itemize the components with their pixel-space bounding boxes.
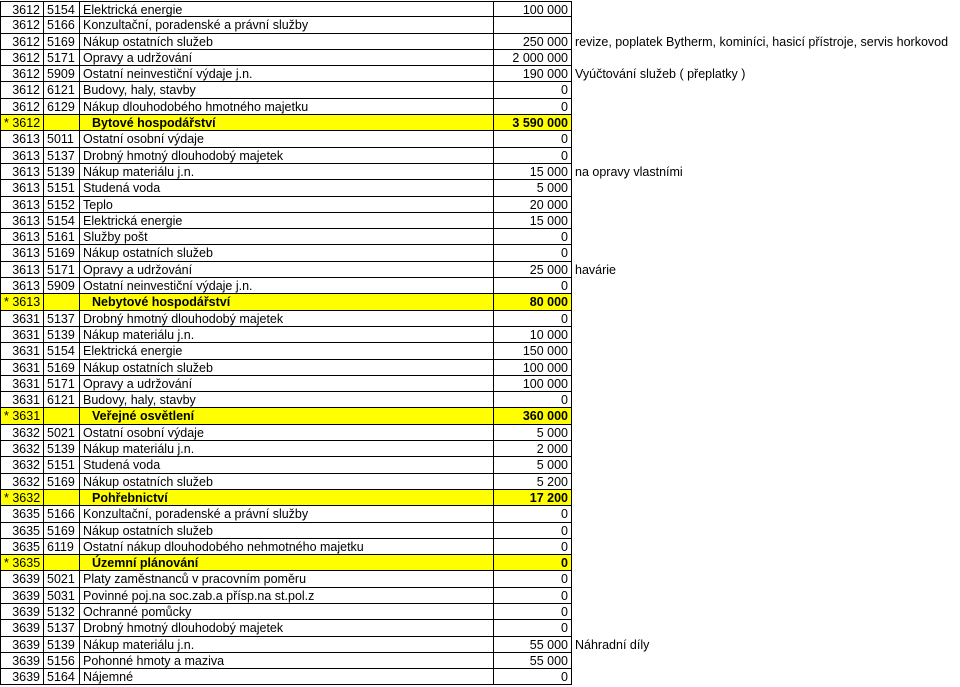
description-cell[interactable]: Ostatní neinvestiční výdaje j.n. <box>80 278 494 294</box>
note-cell[interactable] <box>572 115 578 131</box>
description-cell[interactable]: Nákup materiálu j.n. <box>80 327 494 343</box>
table-row <box>0 669 951 685</box>
table-row <box>0 50 951 66</box>
amount-cell[interactable]: 0 <box>494 99 572 115</box>
amount-cell[interactable]: 0 <box>494 571 572 587</box>
amount-cell[interactable]: 100 000 <box>494 1 572 17</box>
description-cell[interactable]: Nebytové hospodářství <box>80 294 494 310</box>
item-cell[interactable]: 5164 <box>44 669 80 685</box>
note-cell[interactable] <box>572 539 578 555</box>
note-cell[interactable] <box>572 653 578 669</box>
description-cell[interactable]: Elektrická energie <box>80 213 494 229</box>
item-cell[interactable]: 5166 <box>44 506 80 522</box>
subtotal-row <box>0 408 951 424</box>
item-cell[interactable]: 6121 <box>44 82 80 98</box>
item-cell[interactable]: 5021 <box>44 425 80 441</box>
item-cell[interactable] <box>44 115 80 131</box>
item-cell[interactable]: 6129 <box>44 99 80 115</box>
amount-cell[interactable]: 80 000 <box>494 294 572 310</box>
item-cell[interactable]: 5132 <box>44 604 80 620</box>
description-cell[interactable]: Platy zaměstnanců v pracovním poměru <box>80 571 494 587</box>
paragraph-cell[interactable]: 3613 <box>0 278 44 294</box>
item-cell[interactable]: 5169 <box>44 360 80 376</box>
amount-cell[interactable]: 20 000 <box>494 197 572 213</box>
item-cell[interactable]: 5154 <box>44 343 80 359</box>
subtotal-row <box>0 294 951 310</box>
description-cell[interactable]: Ostatní osobní výdaje <box>80 425 494 441</box>
item-cell[interactable]: 5139 <box>44 441 80 457</box>
note-cell[interactable]: havárie <box>575 262 616 277</box>
amount-cell[interactable]: 0 <box>494 278 572 294</box>
amount-cell[interactable]: 3 590 000 <box>494 115 572 131</box>
item-cell[interactable]: 6119 <box>44 539 80 555</box>
table-row <box>0 523 951 539</box>
item-cell[interactable]: 5137 <box>44 148 80 164</box>
paragraph-cell[interactable]: 3612 <box>0 50 44 66</box>
table-row <box>0 148 951 164</box>
note-cell[interactable] <box>572 1 578 17</box>
note-cell[interactable] <box>572 457 578 473</box>
item-cell[interactable]: 5169 <box>44 474 80 490</box>
table-row <box>0 17 951 33</box>
description-cell[interactable]: Drobný hmotný dlouhodobý majetek <box>80 311 494 327</box>
note-cell[interactable] <box>572 180 578 196</box>
amount-cell[interactable]: 15 000 <box>494 164 572 180</box>
item-cell[interactable]: 5154 <box>44 213 80 229</box>
paragraph-cell[interactable]: 3631 <box>0 360 44 376</box>
table-row <box>0 229 951 245</box>
paragraph-cell[interactable]: 3632 <box>0 441 44 457</box>
note-cell[interactable] <box>572 99 578 115</box>
note-cell[interactable] <box>572 311 578 327</box>
table-row <box>0 360 951 376</box>
description-cell[interactable]: Služby pošt <box>80 229 494 245</box>
description-cell[interactable]: Opravy a udržování <box>80 262 494 278</box>
amount-cell[interactable]: 5 000 <box>494 425 572 441</box>
amount-cell[interactable]: 55 000 <box>494 637 572 653</box>
table-row <box>0 311 951 327</box>
description-cell[interactable]: Nákup materiálu j.n. <box>80 637 494 653</box>
note-cell[interactable] <box>572 278 578 294</box>
table-row <box>0 262 951 278</box>
description-cell[interactable]: Elektrická energie <box>80 1 494 17</box>
paragraph-cell[interactable]: 3635 <box>0 523 44 539</box>
note-cell[interactable] <box>572 327 578 343</box>
amount-cell[interactable]: 5 200 <box>494 474 572 490</box>
note-cell[interactable] <box>572 17 578 33</box>
amount-cell[interactable]: 0 <box>494 506 572 522</box>
note-cell[interactable] <box>572 474 578 490</box>
description-cell[interactable]: Konzultační, poradenské a právní služby <box>80 17 494 33</box>
item-cell[interactable]: 5156 <box>44 653 80 669</box>
paragraph-cell[interactable]: * 3613 <box>0 294 44 310</box>
amount-cell[interactable]: 0 <box>494 148 572 164</box>
amount-cell[interactable]: 0 <box>494 245 572 261</box>
description-cell[interactable]: Drobný hmotný dlouhodobý majetek <box>80 148 494 164</box>
paragraph-cell[interactable]: 3639 <box>0 669 44 685</box>
table-row <box>0 1 951 17</box>
table-row <box>0 620 951 636</box>
item-cell[interactable]: 5169 <box>44 245 80 261</box>
amount-cell[interactable]: 0 <box>494 229 572 245</box>
item-cell[interactable]: 5139 <box>44 637 80 653</box>
item-cell[interactable] <box>44 490 80 506</box>
description-cell[interactable]: Studená voda <box>80 180 494 196</box>
paragraph-cell[interactable]: 3632 <box>0 474 44 490</box>
note-cell[interactable] <box>572 588 578 604</box>
description-cell[interactable]: Povinné poj.na soc.zab.a přísp.na st.pol.z <box>80 588 494 604</box>
amount-cell[interactable]: 55 000 <box>494 653 572 669</box>
note-cell[interactable] <box>572 148 578 164</box>
description-cell[interactable]: Konzultační, poradenské a právní služby <box>80 506 494 522</box>
amount-cell[interactable]: 250 000 <box>494 34 572 50</box>
item-cell[interactable]: 5139 <box>44 164 80 180</box>
description-cell[interactable]: Nákup ostatních služeb <box>80 245 494 261</box>
amount-cell[interactable]: 0 <box>494 620 572 636</box>
table-row <box>0 327 951 343</box>
table-row <box>0 653 951 669</box>
item-cell[interactable]: 5152 <box>44 197 80 213</box>
item-cell[interactable]: 5137 <box>44 620 80 636</box>
paragraph-cell[interactable]: * 3631 <box>0 408 44 424</box>
description-cell[interactable]: Elektrická energie <box>80 343 494 359</box>
amount-cell[interactable]: 150 000 <box>494 343 572 359</box>
paragraph-cell[interactable]: 3612 <box>0 17 44 33</box>
item-cell[interactable] <box>44 294 80 310</box>
note-cell[interactable] <box>572 604 578 620</box>
item-cell[interactable]: 5021 <box>44 571 80 587</box>
paragraph-cell[interactable]: 3612 <box>0 82 44 98</box>
note-cell[interactable] <box>572 506 578 522</box>
amount-cell[interactable]: 0 <box>494 523 572 539</box>
note-cell[interactable] <box>572 82 578 98</box>
subtotal-row <box>0 490 951 506</box>
paragraph-cell[interactable]: 3613 <box>0 164 44 180</box>
table-row <box>0 506 951 522</box>
paragraph-cell[interactable]: 3639 <box>0 604 44 620</box>
amount-cell[interactable]: 0 <box>494 555 572 571</box>
table-row <box>0 34 951 50</box>
item-cell[interactable]: 5011 <box>44 131 80 147</box>
amount-cell[interactable]: 0 <box>494 588 572 604</box>
description-cell[interactable]: Bytové hospodářství <box>80 115 494 131</box>
item-cell[interactable]: 5909 <box>44 66 80 82</box>
amount-cell[interactable]: 0 <box>494 669 572 685</box>
item-cell[interactable]: 5171 <box>44 262 80 278</box>
note-cell[interactable] <box>572 620 578 636</box>
table-row <box>0 604 951 620</box>
table-row <box>0 425 951 441</box>
description-cell[interactable]: Pohřebnictví <box>80 490 494 506</box>
description-cell[interactable]: Nájemné <box>80 669 494 685</box>
amount-cell[interactable]: 2 000 <box>494 441 572 457</box>
note-cell[interactable] <box>572 571 578 587</box>
table-row <box>0 66 951 82</box>
description-cell[interactable]: Studená voda <box>80 457 494 473</box>
item-cell[interactable]: 5169 <box>44 34 80 50</box>
table-row <box>0 343 951 359</box>
paragraph-cell[interactable]: 3613 <box>0 197 44 213</box>
description-cell[interactable]: Ochranné pomůcky <box>80 604 494 620</box>
item-cell[interactable] <box>44 555 80 571</box>
amount-cell[interactable]: 190 000 <box>494 66 572 82</box>
amount-cell[interactable]: 0 <box>494 131 572 147</box>
note-cell[interactable]: Náhradní díly <box>575 637 650 652</box>
description-cell[interactable]: Územní plánování <box>80 555 494 571</box>
amount-cell[interactable]: 5 000 <box>494 457 572 473</box>
description-cell[interactable]: Budovy, haly, stavby <box>80 82 494 98</box>
note-cell[interactable] <box>572 50 578 66</box>
description-cell[interactable]: Teplo <box>80 197 494 213</box>
note-cell[interactable] <box>572 131 578 147</box>
paragraph-cell[interactable]: 3613 <box>0 131 44 147</box>
table-row <box>0 180 951 196</box>
note-cell[interactable] <box>572 343 578 359</box>
description-cell[interactable]: Veřejné osvětlení <box>80 408 494 424</box>
note-cell[interactable] <box>572 392 578 408</box>
item-cell[interactable]: 5169 <box>44 523 80 539</box>
amount-cell[interactable]: 0 <box>494 539 572 555</box>
amount-cell[interactable]: 2 000 000 <box>494 50 572 66</box>
table-row <box>0 588 951 604</box>
note-cell[interactable]: na opravy vlastními <box>575 164 683 179</box>
item-cell[interactable]: 5137 <box>44 311 80 327</box>
paragraph-cell[interactable]: 3639 <box>0 588 44 604</box>
item-cell[interactable]: 5909 <box>44 278 80 294</box>
description-cell[interactable]: Nákup materiálu j.n. <box>80 441 494 457</box>
table-row <box>0 441 951 457</box>
description-cell[interactable]: Budovy, haly, stavby <box>80 392 494 408</box>
item-cell[interactable]: 5151 <box>44 457 80 473</box>
item-cell[interactable]: 5161 <box>44 229 80 245</box>
amount-cell[interactable]: 100 000 <box>494 360 572 376</box>
note-cell[interactable]: revize, poplatek Bytherm, kominíci, hasicí přístroje, servis horkovod <box>575 34 949 49</box>
paragraph-cell[interactable]: 3631 <box>0 376 44 392</box>
amount-cell[interactable]: 0 <box>494 311 572 327</box>
paragraph-cell[interactable]: 3613 <box>0 148 44 164</box>
amount-cell[interactable] <box>494 17 572 33</box>
table-row <box>0 376 951 392</box>
item-cell[interactable]: 5154 <box>44 1 80 17</box>
note-cell[interactable] <box>572 360 578 376</box>
note-cell[interactable]: Vyúčtování služeb ( přeplatky ) <box>575 67 746 82</box>
paragraph-cell[interactable]: * 3612 <box>0 115 44 131</box>
table-row <box>0 82 951 98</box>
paragraph-cell[interactable]: 3613 <box>0 213 44 229</box>
note-cell[interactable] <box>572 408 578 424</box>
description-cell[interactable]: Nákup ostatních služeb <box>80 34 494 50</box>
description-cell[interactable]: Pohonné hmoty a maziva <box>80 653 494 669</box>
paragraph-cell[interactable]: 3639 <box>0 571 44 587</box>
amount-cell[interactable]: 17 200 <box>494 490 572 506</box>
table-row <box>0 457 951 473</box>
amount-cell[interactable]: 0 <box>494 604 572 620</box>
note-cell[interactable] <box>572 229 578 245</box>
description-cell[interactable]: Drobný hmotný dlouhodobý majetek <box>80 620 494 636</box>
budget-table <box>0 1 951 685</box>
paragraph-cell[interactable]: 3613 <box>0 245 44 261</box>
paragraph-cell[interactable]: 3632 <box>0 457 44 473</box>
item-cell[interactable]: 5151 <box>44 180 80 196</box>
note-cell[interactable] <box>572 523 578 539</box>
description-cell[interactable]: Ostatní osobní výdaje <box>80 131 494 147</box>
description-cell[interactable]: Nákup ostatních služeb <box>80 474 494 490</box>
paragraph-cell[interactable]: 3631 <box>0 343 44 359</box>
amount-cell[interactable]: 360 000 <box>494 408 572 424</box>
table-row <box>0 571 951 587</box>
table-row <box>0 474 951 490</box>
amount-cell[interactable]: 5 000 <box>494 180 572 196</box>
note-cell[interactable] <box>572 376 578 392</box>
table-row <box>0 213 951 229</box>
paragraph-cell[interactable]: 3613 <box>0 229 44 245</box>
paragraph-cell[interactable]: 3612 <box>0 99 44 115</box>
description-cell[interactable]: Opravy a udržování <box>80 376 494 392</box>
item-cell[interactable]: 5031 <box>44 588 80 604</box>
paragraph-cell[interactable]: 3639 <box>0 620 44 636</box>
table-row <box>0 245 951 261</box>
paragraph-cell[interactable]: 3631 <box>0 392 44 408</box>
paragraph-cell[interactable]: 3631 <box>0 327 44 343</box>
description-cell[interactable]: Opravy a udržování <box>80 50 494 66</box>
item-cell[interactable] <box>44 408 80 424</box>
amount-cell[interactable]: 15 000 <box>494 213 572 229</box>
table-row <box>0 637 951 653</box>
table-row <box>0 392 951 408</box>
table-row <box>0 539 951 555</box>
table-row <box>0 197 951 213</box>
description-cell[interactable]: Nákup ostatních služeb <box>80 360 494 376</box>
note-cell[interactable] <box>572 669 578 685</box>
table-row <box>0 99 951 115</box>
amount-cell[interactable]: 0 <box>494 82 572 98</box>
note-cell[interactable] <box>572 555 578 571</box>
paragraph-cell[interactable]: 3613 <box>0 180 44 196</box>
note-cell[interactable] <box>572 245 578 261</box>
amount-cell[interactable]: 25 000 <box>494 262 572 278</box>
item-cell[interactable]: 5166 <box>44 17 80 33</box>
paragraph-cell[interactable]: * 3635 <box>0 555 44 571</box>
paragraph-cell[interactable]: 3632 <box>0 425 44 441</box>
description-cell[interactable]: Nákup materiálu j.n. <box>80 164 494 180</box>
table-row <box>0 131 951 147</box>
note-cell[interactable] <box>572 490 578 506</box>
description-cell[interactable]: Ostatní neinvestiční výdaje j.n. <box>80 66 494 82</box>
note-cell[interactable] <box>572 425 578 441</box>
amount-cell[interactable]: 0 <box>494 392 572 408</box>
item-cell[interactable]: 5171 <box>44 376 80 392</box>
description-cell[interactable]: Ostatní nákup dlouhodobého nehmotného majetku <box>80 539 494 555</box>
table-row <box>0 278 951 294</box>
amount-cell[interactable]: 10 000 <box>494 327 572 343</box>
paragraph-cell[interactable]: 3635 <box>0 506 44 522</box>
note-cell[interactable] <box>572 441 578 457</box>
paragraph-cell[interactable]: 3612 <box>0 1 44 17</box>
paragraph-cell[interactable]: 3639 <box>0 653 44 669</box>
subtotal-row <box>0 555 951 571</box>
table-row <box>0 164 951 180</box>
paragraph-cell[interactable]: 3613 <box>0 262 44 278</box>
description-cell[interactable]: Nákup dlouhodobého hmotného majetku <box>80 99 494 115</box>
subtotal-row <box>0 115 951 131</box>
paragraph-cell[interactable]: * 3632 <box>0 490 44 506</box>
paragraph-cell[interactable]: 3639 <box>0 637 44 653</box>
item-cell[interactable]: 6121 <box>44 392 80 408</box>
item-cell[interactable]: 5171 <box>44 50 80 66</box>
note-cell[interactable] <box>572 294 578 310</box>
amount-cell[interactable]: 100 000 <box>494 376 572 392</box>
note-cell[interactable] <box>572 197 578 213</box>
item-cell[interactable]: 5139 <box>44 327 80 343</box>
paragraph-cell[interactable]: 3612 <box>0 66 44 82</box>
paragraph-cell[interactable]: 3631 <box>0 311 44 327</box>
paragraph-cell[interactable]: 3612 <box>0 34 44 50</box>
description-cell[interactable]: Nákup ostatních služeb <box>80 523 494 539</box>
note-cell[interactable] <box>572 213 578 229</box>
paragraph-cell[interactable]: 3635 <box>0 539 44 555</box>
